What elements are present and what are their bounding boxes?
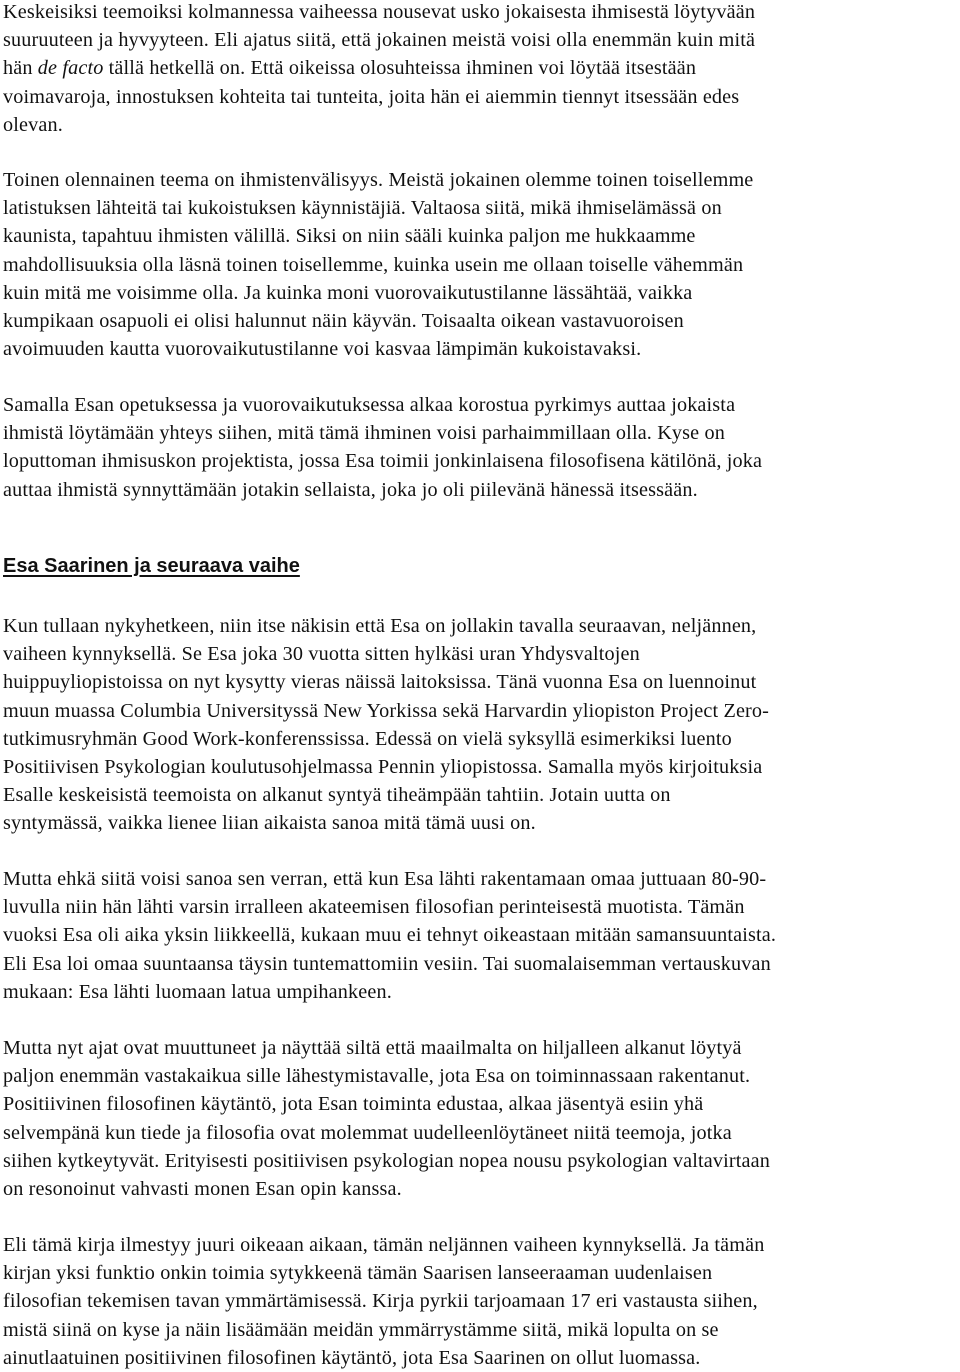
text-line: selvempänä kun tiede ja filosofia ovat molemmat uudelleenlöytäneet niitä teemoja, jotka xyxy=(3,1121,732,1144)
text-line: Keskeisiksi teemoiksi kolmannessa vaiheessa nousevat usko jokaisesta ihmisestä löytyvään xyxy=(3,1,756,23)
text-line: olevan. xyxy=(3,113,63,136)
text-line: syntymässä, vaikka lienee liian aikaista sanoa mitä tämä uusi on. xyxy=(3,812,536,835)
text-line: siihen kytkeytyvät. Erityisesti positiivisen psykologian nopea nousu psykologian valtavirtaan xyxy=(3,1149,770,1172)
paragraph-interpersonality xyxy=(3,166,753,363)
text-line: tutkimusryhmän Good Work-konferenssissa. Edessä on vielä syksyllä esimerkiksi luento xyxy=(3,727,732,750)
emphasis-de-facto: de facto xyxy=(37,57,104,80)
text-line: kuin mitä me voisimme olla. Ja kuinka moni vuorovaikutustilanne lässähtää, vaikka xyxy=(3,281,693,304)
text-line: muun muassa Columbia Universityssä New Yorkissa sekä Harvardin yliopiston Project Zero- xyxy=(3,699,770,722)
text-line: Eli Esa loi omaa suuntaansa täysin tuntemattomiin vesiin. Tai suomalaisemman vertauskuvan xyxy=(3,952,771,975)
text-line: Esalle keskeisistä teemoista on alkanut syntyä tiheämpään tahtiin. Jotain uutta on xyxy=(3,784,671,807)
text-line: suuruuteen ja hyvyyteen. Eli ajatus siitä, että jokainen meistä voisi olla enemmän kuin mitä xyxy=(3,29,756,52)
text-line: Toinen olennainen teema on ihmistenvälisyys. Meistä jokainen olemme toinen toisellemme xyxy=(3,169,754,191)
text-line: ainutlaatuinen positiivinen filosofinen käytäntö, jota Esa Saarinen on ollut luomassa. xyxy=(3,1346,701,1369)
text-line: kirjan yksi funktio onkin toimia sytykkeenä tämän Saarisen lanseeraaman uudenlaisen xyxy=(3,1262,713,1285)
text-line: latistuksen lähteitä tai kukoistuksen käynnistäjiä. Valtaosa siitä, mikä ihmiselämässä on xyxy=(3,197,722,220)
text-line: mahdollisuuksia olla läsnä toinen toisellemme, kuinka usein me ollaan toiselle vähemmän xyxy=(3,253,744,276)
paragraph-teaching xyxy=(3,391,762,504)
text-line: on resonoinut vahvasti monen Esan opin kanssa. xyxy=(3,1178,402,1201)
text-line: kaunista, tapahtuu ihmisten välillä. Siksi on niin sääli kuinka paljon me hukkaamme xyxy=(3,225,696,248)
text-line: mukaan: Esa lähti luomaan latua umpihankeen. xyxy=(3,980,392,1003)
text-line: vuoksi Esa oli aika yksin liikkeellä, kukaan muu ei tehnyt oikeastaan mitään samansuuntaista. xyxy=(3,924,777,947)
text-line: Kun tullaan nykyhetkeen, niin itse näkisin että Esa on jollakin tavalla seuraavan, neljännen, xyxy=(3,615,757,637)
paragraph-own-path xyxy=(3,865,776,1006)
text-line: Mutta ehkä siitä voisi sanoa sen verran, että kun Esa lähti rakentamaan omaa juttuaan 80-90- xyxy=(3,868,767,890)
text-fragment: Että oikeissa olosuhteissa ihminen voi löytää itsestään xyxy=(250,57,697,80)
text-line: huippuyliopistoissa on nyt kysytty vieras näissä laitoksissa. Tänä vuonna Esa on luennoinut xyxy=(3,671,757,694)
text-line: voimavaroja, innostuksen kohteita tai tunteita, joita hän ei aiemmin tiennyt itsessään edes xyxy=(3,85,740,108)
section-heading: Esa Saarinen ja seuraava vaihe xyxy=(3,555,300,577)
paragraph-themes-third-phase xyxy=(3,0,755,139)
text-fragment: tällä hetkellä on. xyxy=(103,57,251,80)
text-fragment: hän xyxy=(3,57,38,80)
text-line: loputtoman ihmisuskon projektista, jossa Esa toimii jonkinlaisena filosofisena kätilönä, joka xyxy=(3,450,763,473)
text-line: Eli tämä kirja ilmestyy juuri oikeaan aikaan, tämän neljännen vaiheen kynnyksellä. Ja tämän xyxy=(3,1234,765,1256)
text-line: vaiheen kynnyksellä. Se Esa joka 30 vuotta sitten hylkäsi uran Yhdysvaltojen xyxy=(3,643,640,666)
text-line: avoimuuden kautta vuorovaikutustilanne voi kasvaa lämpimän kukoistavaksi. xyxy=(3,338,642,361)
text-line: Positiivinen filosofinen käytäntö, jota Esan toiminta edustaa, alkaa jäsentyä esiin yhä xyxy=(3,1093,704,1116)
text-line: luvulla niin hän lähti varsin irralleen akateemisen filosofian perinteisestä muotista. Tämän xyxy=(3,896,745,919)
text-line: filosofian tekemisen tavan ymmärtämisessä. Kirja pyrkii tarjoamaan 17 eri vastausta siihen, xyxy=(3,1290,758,1313)
text-line: Mutta nyt ajat ovat muuttuneet ja näyttää siltä että maailmalta on hiljalleen alkanut löytyä xyxy=(3,1037,742,1059)
paragraph-present-day xyxy=(3,612,769,838)
text-line: ihmistä löytämään yhteys siihen, mitä tämä ihminen voisi parhaimmillaan olla. Kyse on xyxy=(3,422,725,445)
text-line: Samalla Esan opetuksessa ja vuorovaikutuksessa alkaa korostua pyrkimys auttaa jokaista xyxy=(3,394,736,416)
text-line: kumpikaan osapuoli ei olisi halunnut näin käyvän. Toisaalta oikean vastavuoroisen xyxy=(3,310,684,333)
text-line: auttaa ihmistä synnyttämään jotakin sellaista, joka jo oli piilevänä hänessä itsessään. xyxy=(3,478,698,501)
text-line: paljon enemmän vastakaikua sille lähestymistavalle, jota Esa on toiminnassaan rakentanut. xyxy=(3,1065,751,1088)
text-line: Positiivisen Psykologian koulutusohjelmassa Pennin yliopistossa. Samalla myös kirjoituksia xyxy=(3,756,763,779)
text-line xyxy=(3,54,755,82)
paragraph-times-changed xyxy=(3,1034,770,1203)
paragraph-this-book xyxy=(3,1231,764,1372)
text-line: mistä siinä on kyse ja näin lisäämään meidän ymmärrystämme siitä, mikä lopulta on se xyxy=(3,1318,719,1341)
